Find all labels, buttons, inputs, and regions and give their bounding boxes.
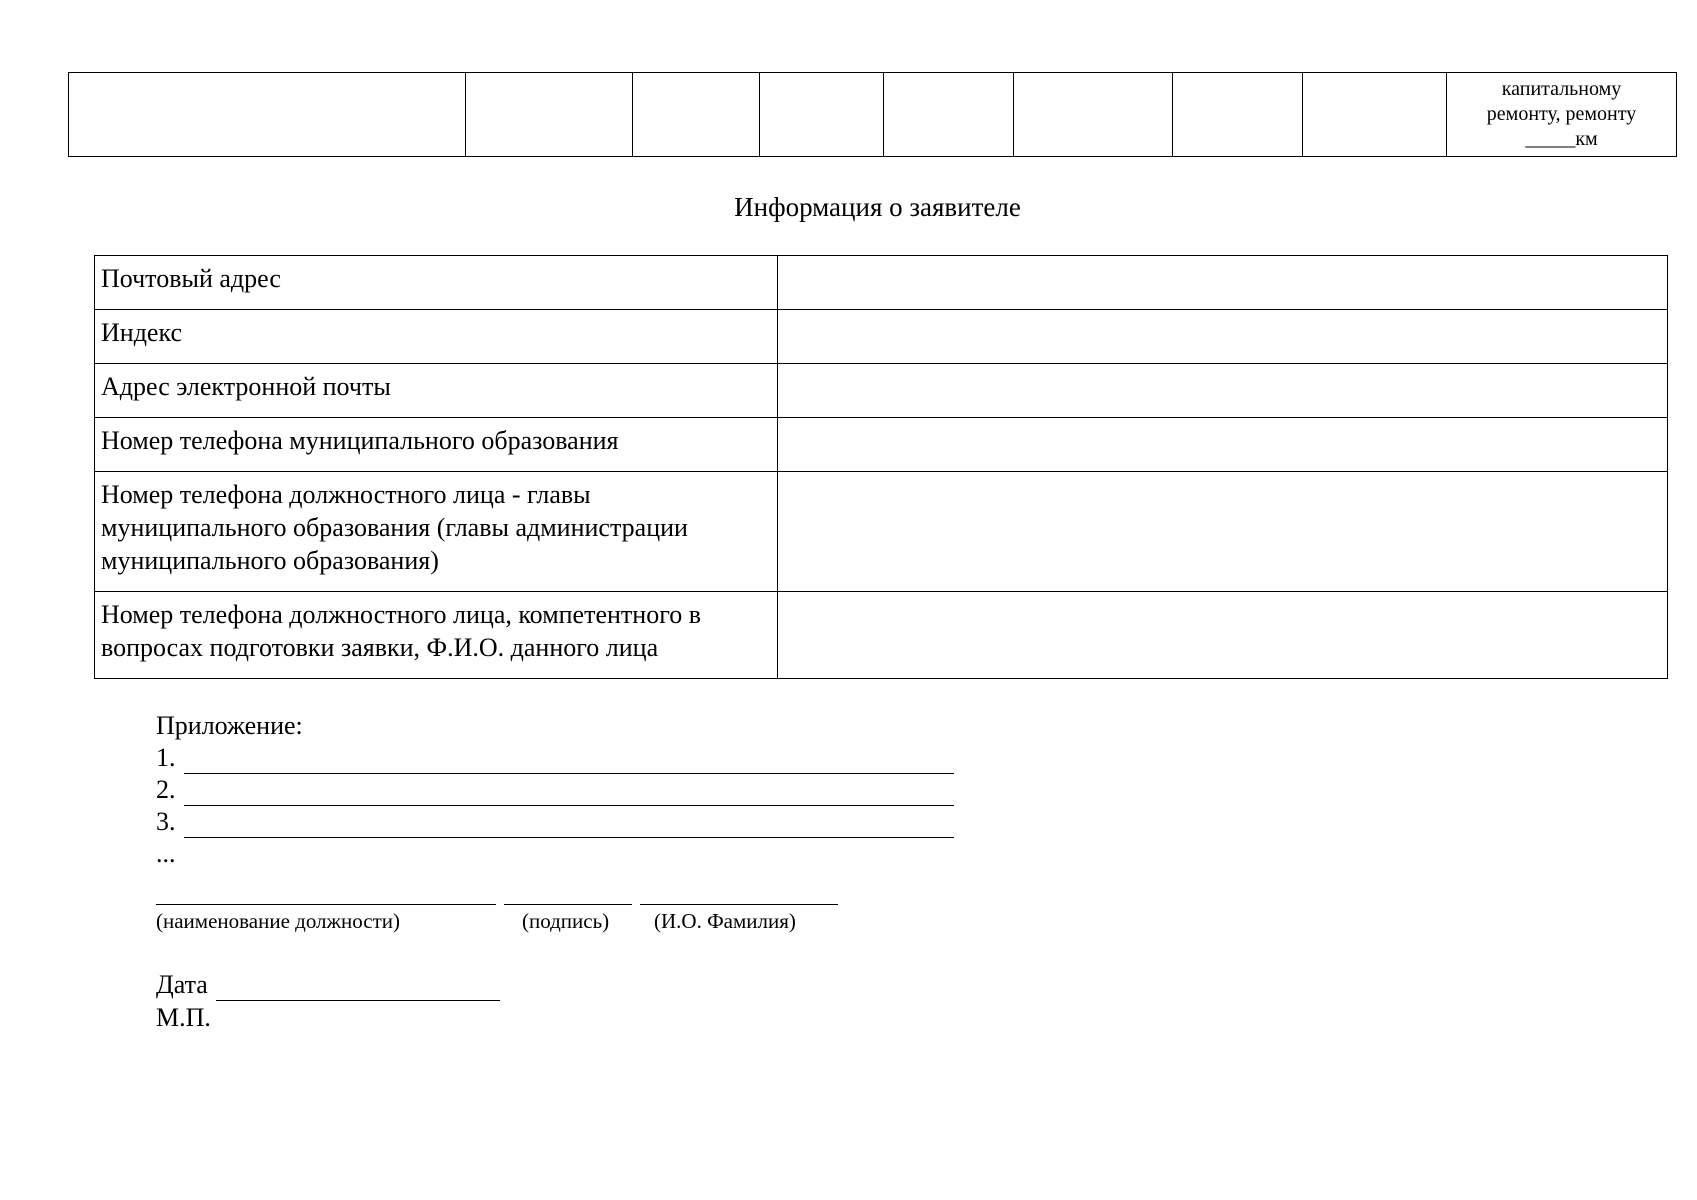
attachment-number: 1. bbox=[156, 743, 176, 772]
applicant-info-table bbox=[94, 255, 1668, 679]
table-cell bbox=[633, 73, 760, 157]
table-cell bbox=[466, 73, 633, 157]
row-label-contact-phone: Номер телефона должностного лица, компетентного в вопросах подготовки заявки, Ф.И.О. данного лица bbox=[95, 592, 778, 679]
table-cell bbox=[69, 73, 466, 157]
date-block bbox=[156, 968, 500, 1034]
row-label-head-phone: Номер телефона должностного лица - главы муниципального образования (главы администрации муниципального образования) bbox=[95, 472, 778, 592]
attachment-line bbox=[156, 742, 954, 774]
table-row bbox=[95, 364, 1668, 418]
table-cell bbox=[884, 73, 1014, 157]
date-blank[interactable] bbox=[216, 976, 500, 1001]
section-title: Информация о заявителе bbox=[734, 192, 1021, 222]
attachment-blank[interactable] bbox=[184, 779, 954, 806]
attachment-line bbox=[156, 774, 954, 806]
attachments-block bbox=[156, 710, 954, 870]
repair-km-cell: капитальному ремонту, ремонту _____км bbox=[1447, 73, 1677, 157]
table-row bbox=[69, 73, 1677, 157]
row-label-index: Индекс bbox=[95, 310, 778, 364]
row-label-postal-address: Почтовый адрес bbox=[95, 256, 778, 310]
position-caption: (наименование должности) bbox=[156, 909, 401, 933]
table-cell bbox=[760, 73, 884, 157]
signature-block bbox=[156, 888, 856, 948]
continuation-table bbox=[68, 72, 1677, 157]
attachments-title: Приложение: bbox=[156, 711, 303, 740]
row-value-index[interactable] bbox=[778, 310, 1668, 364]
row-value-municipal-phone[interactable] bbox=[778, 418, 1668, 472]
table-cell bbox=[1173, 73, 1303, 157]
table-row bbox=[95, 592, 1668, 679]
attachment-blank[interactable] bbox=[184, 811, 954, 838]
row-value-postal-address[interactable] bbox=[778, 256, 1668, 310]
row-label-email: Адрес электронной почты bbox=[95, 364, 778, 418]
date-line bbox=[156, 968, 500, 1001]
table-row bbox=[95, 418, 1668, 472]
signature-blank[interactable] bbox=[504, 904, 632, 905]
stamp-label: М.П. bbox=[156, 1003, 211, 1032]
attachments-ellipsis: ... bbox=[156, 839, 176, 868]
table-row bbox=[95, 310, 1668, 364]
table-cell bbox=[1014, 73, 1173, 157]
row-value-contact-phone[interactable] bbox=[778, 592, 1668, 679]
row-value-email[interactable] bbox=[778, 364, 1668, 418]
attachment-blank[interactable] bbox=[184, 747, 954, 774]
name-blank[interactable] bbox=[640, 904, 838, 905]
attachment-number: 2. bbox=[156, 775, 176, 804]
table-cell bbox=[1303, 73, 1447, 157]
table-row bbox=[95, 256, 1668, 310]
position-blank[interactable] bbox=[156, 904, 496, 905]
row-value-head-phone[interactable] bbox=[778, 472, 1668, 592]
attachment-number: 3. bbox=[156, 807, 176, 836]
row-label-municipal-phone: Номер телефона муниципального образования bbox=[95, 418, 778, 472]
attachment-line bbox=[156, 806, 954, 838]
name-caption: (И.О. Фамилия) bbox=[654, 909, 796, 933]
signature-caption: (подпись) bbox=[522, 909, 610, 933]
date-label: Дата bbox=[156, 970, 208, 999]
table-row bbox=[95, 472, 1668, 592]
